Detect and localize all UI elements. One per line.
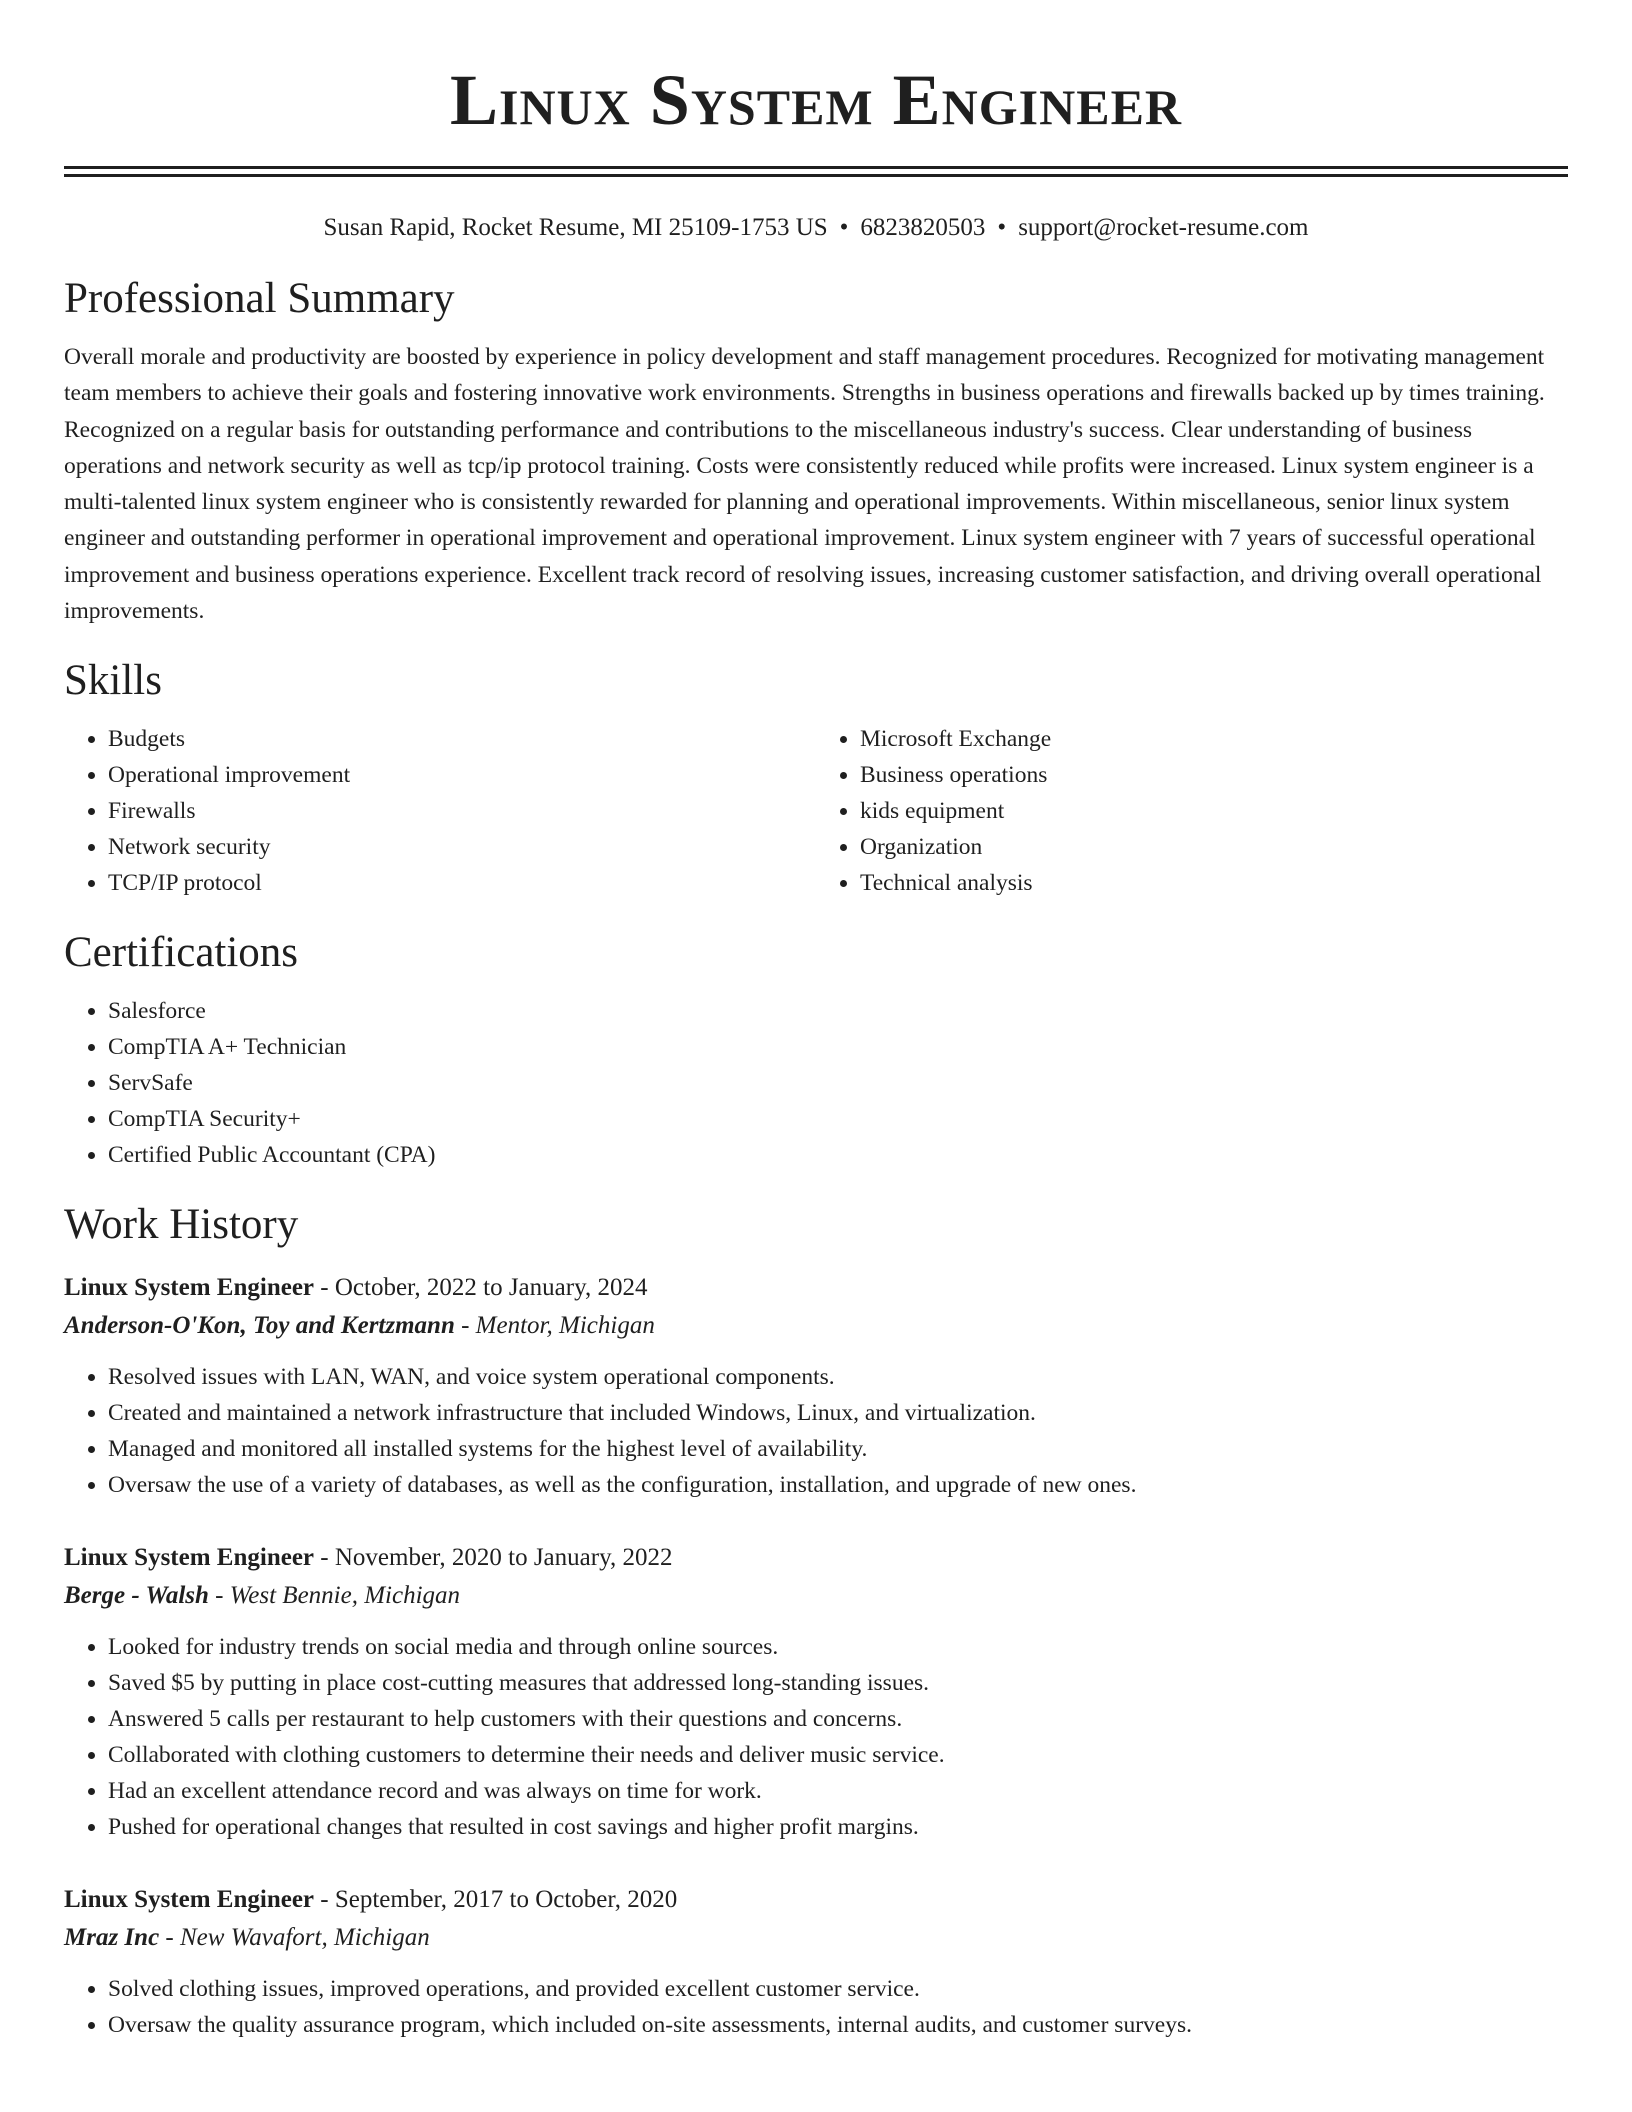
- certifications-heading: Certifications: [64, 929, 299, 977]
- job-header: [64, 1881, 1568, 1919]
- skill-item: • TCP/IP protocol: [108, 865, 816, 901]
- skill-item: • Network security: [108, 829, 816, 865]
- skill-item: • Microsoft Exchange: [860, 721, 1568, 757]
- job-dates: - September, 2017 to October, 2020: [320, 1886, 678, 1914]
- certification-item: • Salesforce: [108, 993, 1568, 1029]
- job-dates: - November, 2020 to January, 2022: [320, 1544, 673, 1572]
- skill-item: • Budgets: [108, 721, 816, 757]
- job-dates: - October, 2022 to January, 2024: [320, 1274, 648, 1302]
- job-bullet: • Looked for industry trends on social media and through online sources.: [108, 1629, 1568, 1665]
- job-entry: [64, 1269, 1568, 1503]
- certification-item: • Certified Public Accountant (CPA): [108, 1137, 1568, 1173]
- certification-item: • CompTIA A+ Technician: [108, 1029, 1568, 1065]
- contact-separator: •: [839, 214, 849, 241]
- job-header: [64, 1269, 1568, 1307]
- job-header: [64, 1539, 1568, 1577]
- job-company-line: [64, 1577, 1568, 1615]
- contact-email: support@rocket-resume.com: [1018, 214, 1309, 241]
- job-bullet: • Created and maintained a network infrastructure that included Windows, Linux, and virtualization.: [108, 1395, 1568, 1431]
- contact-phone: 6823820503: [860, 214, 986, 241]
- job-bullet: • Managed and monitored all installed systems for the highest level of availability.: [108, 1431, 1568, 1467]
- job-bullets: [64, 1971, 1568, 2043]
- job-company: Anderson-O'Kon, Toy and Kertzmann: [64, 1312, 455, 1340]
- job-title: Linux System Engineer: [64, 1544, 315, 1572]
- contact-separator: •: [997, 214, 1007, 241]
- job-bullets: [64, 1359, 1568, 1503]
- job-entry: [64, 1881, 1568, 2043]
- job-bullet: • Pushed for operational changes that resulted in cost savings and higher profit margins.: [108, 1809, 1568, 1845]
- resume-title: Linux System Engineer: [449, 60, 1183, 140]
- job-bullet: • Solved clothing issues, improved operations, and provided excellent customer service.: [108, 1971, 1568, 2007]
- job-bullet: • Oversaw the quality assurance program, which included on-site assessments, internal audits, and customer surveys.: [108, 2007, 1568, 2043]
- job-company: Mraz Inc: [64, 1924, 160, 1952]
- work-history-heading: Work History: [64, 1201, 299, 1249]
- skills-heading: Skills: [64, 657, 162, 705]
- job-bullet: • Had an excellent attendance record and was always on time for work.: [108, 1773, 1568, 1809]
- summary-heading: Professional Summary: [64, 275, 455, 322]
- certification-item: • ServSafe: [108, 1065, 1568, 1101]
- certification-item: • CompTIA Security+: [108, 1101, 1568, 1137]
- job-bullet: • Saved $5 by putting in place cost-cutting measures that addressed long-standing issues.: [108, 1665, 1568, 1701]
- job-company-line: [64, 1919, 1568, 1957]
- job-location: - West Bennie, Michigan: [215, 1582, 461, 1610]
- contact-address: Susan Rapid, Rocket Resume, MI 25109-1753 US: [323, 214, 828, 241]
- skills-list-left: [64, 721, 816, 901]
- skill-item: • Firewalls: [108, 793, 816, 829]
- certifications-section: [64, 927, 1568, 1173]
- job-bullet: • Collaborated with clothing customers to determine their needs and deliver music service.: [108, 1737, 1568, 1773]
- title-divider-bottom: [64, 174, 1568, 177]
- job-location: - Mentor, Michigan: [461, 1312, 655, 1340]
- skill-item: • Technical analysis: [860, 865, 1568, 901]
- job-bullets: [64, 1629, 1568, 1845]
- job-bullet: • Oversaw the use of a variety of databases, as well as the configuration, installation, and upgrade of new ones.: [108, 1467, 1568, 1503]
- job-company: Berge - Walsh: [64, 1582, 209, 1610]
- job-location: - New Wavafort, Michigan: [165, 1924, 430, 1952]
- summary-section: [64, 273, 1568, 629]
- skill-item: • Organization: [860, 829, 1568, 865]
- job-title: Linux System Engineer: [64, 1886, 315, 1914]
- summary-text: Overall morale and productivity are boosted by experience in policy development and staff management procedures. Recognized for motivating management team members to achieve their goals and fostering innovative work environments. Strengths in business operations and firewalls backed up by times training. Recognized on a regular basis for outstanding performance and contributions to the miscellaneous industry's success. Clear understanding of business operations and network security as well as tcp/ip protocol training. Costs were consistently reduced while profits were increased. Linux system engineer is a multi-talented linux system engineer who is consistently rewarded for planning and operational improvements. Within miscellaneous, senior linux system engineer and outstanding performer in operational improvement and operational improvement. Linux system engineer with 7 years of successful operational improvement and business operations experience. Excellent track record of resolving issues, increasing customer satisfaction, and driving overall operational improvements.: [64, 344, 1545, 625]
- skill-item: • Business operations: [860, 757, 1568, 793]
- certifications-list: [64, 993, 1568, 1173]
- job-bullet: • Resolved issues with LAN, WAN, and voice system operational components.: [108, 1359, 1568, 1395]
- job-company-line: [64, 1307, 1568, 1345]
- skills-section: [64, 655, 1568, 901]
- skill-item: • Operational improvement: [108, 757, 816, 793]
- job-entry: [64, 1539, 1568, 1845]
- skills-list-right: [816, 721, 1568, 901]
- skill-item: • kids equipment: [860, 793, 1568, 829]
- contact-line: [64, 213, 1568, 243]
- job-bullet: • Answered 5 calls per restaurant to help customers with their questions and concerns.: [108, 1701, 1568, 1737]
- work-history-section: [64, 1199, 1568, 2043]
- job-title: Linux System Engineer: [64, 1274, 315, 1302]
